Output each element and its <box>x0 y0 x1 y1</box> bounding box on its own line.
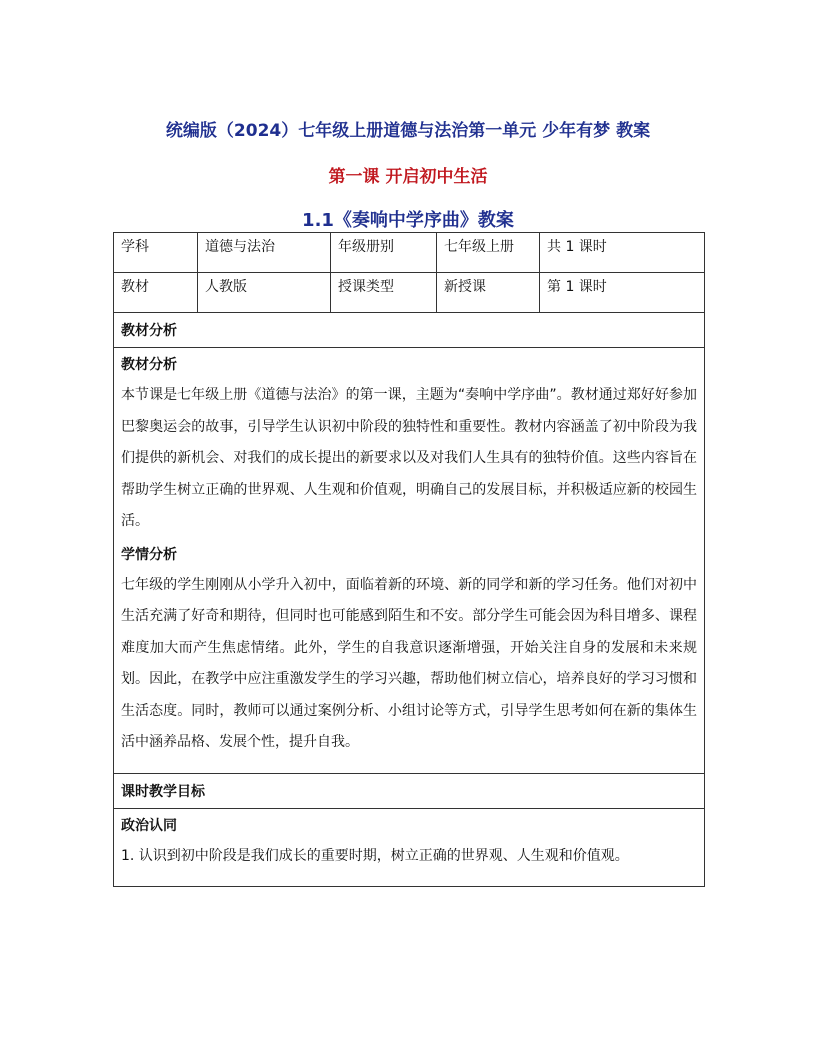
info-row-2 <box>114 273 705 313</box>
subject-label: 学科 <box>114 233 198 273</box>
objectives-content-row <box>114 808 705 887</box>
objectives-header-row <box>114 773 705 808</box>
student-analysis-text: 七年级的学生刚刚从小学升入初中，面临着新的环境、新的同学和新的学习任务。他们对初中生活充满了好奇和期待，但同时也可能感到陌生和不安。部分学生可能会因为科目增多、课程难度加大而产生焦虑情绪。此外，学生的自我意识逐渐增强，开始关注自身的发展和未来规划。因此，在教学中应注重激发学生的学习兴趣，帮助他们树立信心，培养良好的学习习惯和生活态度。同时，教师可以通过案例分析、小组讨论等方式，引导学生思考如何在新的集体生活中涵养品格、发展个性，提升自我。 <box>121 576 697 750</box>
political-identity-subheading: 政治认同 <box>121 817 177 834</box>
total-periods: 共 1 课时 <box>540 233 705 273</box>
info-row-1 <box>114 233 705 273</box>
material-analysis-text: 本节课是七年级上册《道德与法治》的第一课，主题为“奏响中学序曲”。教材通过郑好好参加巴黎奥运会的故事，引导学生认识初中阶段的独特性和重要性。教材内容涵盖了初中阶段为我们提供的新机会、对我们的成长提出的新要求以及对我们人生具有的独特价值。这些内容旨在帮助学生树立正确的世界观、人生观和价值观，明确自己的发展目标，并积极适应新的校园生活。 <box>121 387 697 529</box>
textbook-label: 教材 <box>114 273 198 313</box>
objective-item-1: 1. 认识到初中阶段是我们成长的重要时期，树立正确的世界观、人生观和价值观。 <box>121 847 629 864</box>
period-number: 第 1 课时 <box>540 273 705 313</box>
lesson-type-label: 授课类型 <box>331 273 437 313</box>
section-title: 1.1《奏响中学序曲》教案 <box>302 210 514 231</box>
subject-value: 道德与法治 <box>198 233 331 273</box>
objectives-heading: 课时教学目标 <box>114 773 705 808</box>
lesson-title: 第一课 开启初中生活 <box>328 167 488 187</box>
material-analysis-subheading: 教材分析 <box>121 357 177 373</box>
material-analysis-content-row <box>114 348 705 774</box>
material-analysis-header-row <box>114 313 705 348</box>
grade-value: 七年级上册 <box>437 233 540 273</box>
lesson-plan-table <box>113 232 705 887</box>
lesson-type-value: 新授课 <box>437 273 540 313</box>
grade-label: 年级册别 <box>331 233 437 273</box>
material-analysis-heading: 教材分析 <box>114 313 705 348</box>
student-analysis-subheading: 学情分析 <box>121 546 177 563</box>
document-title: 统编版（2024）七年级上册道德与法治第一单元 少年有梦 教案 <box>165 121 651 141</box>
textbook-value: 人教版 <box>198 273 331 313</box>
